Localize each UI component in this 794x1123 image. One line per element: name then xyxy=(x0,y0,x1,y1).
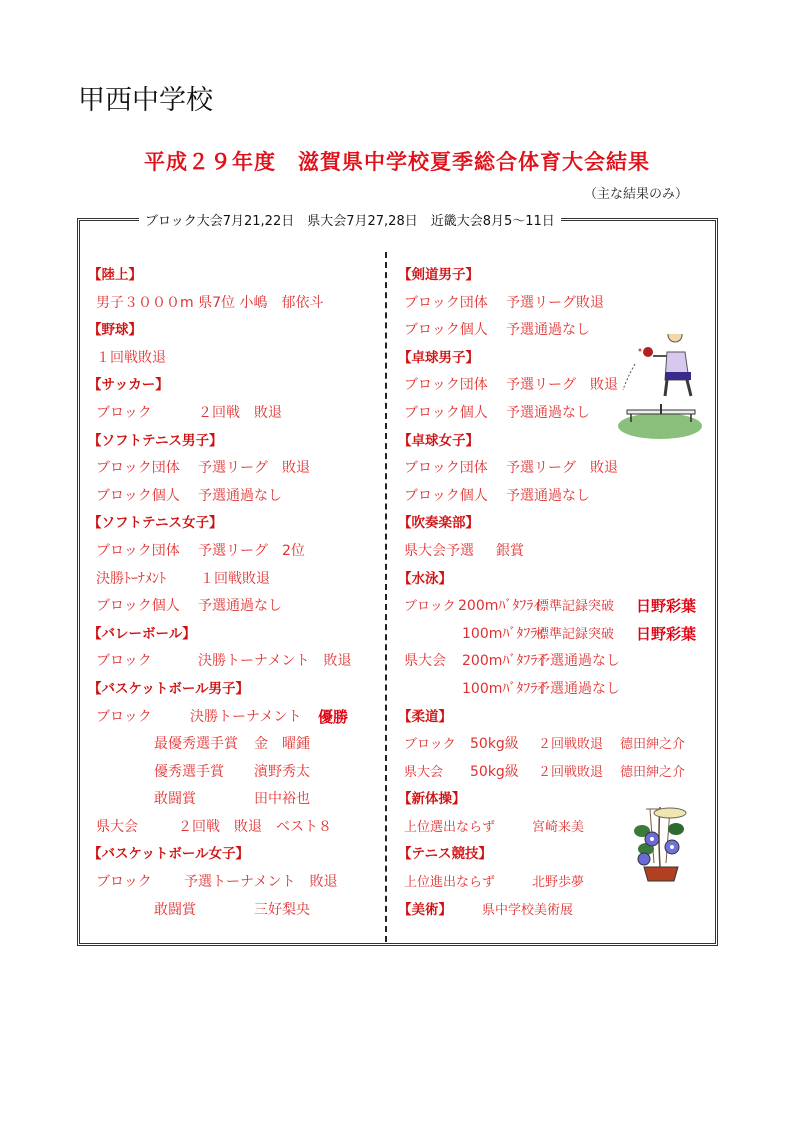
result-text: 予選通過なし xyxy=(198,487,282,504)
result-text: 予選通過なし xyxy=(506,322,590,339)
result-row xyxy=(88,345,388,373)
result-text: ブロック団体 xyxy=(404,460,488,477)
schedule-caption: ブロック大会7月21,22日 県大会7月27,28日 近畿大会8月5～11日 xyxy=(139,210,561,229)
result-text: 県中学校美術展 xyxy=(482,902,574,918)
result-text: 上位選出ならず xyxy=(404,819,496,835)
result-text: ブロック団体 xyxy=(404,294,488,311)
result-text: 予選リーグ 敗退 xyxy=(506,460,618,477)
result-text: 予選リーグ 敗退 xyxy=(198,460,310,477)
result-row xyxy=(88,648,388,676)
result-text: ブロック xyxy=(96,874,152,891)
result-row xyxy=(88,759,388,787)
result-text: 県大会予選 xyxy=(404,542,474,559)
result-text: 県大会 xyxy=(404,764,444,780)
left-column xyxy=(88,262,388,924)
result-text: 北野歩夢 xyxy=(532,875,585,891)
result-text: 予選通過なし xyxy=(506,404,590,421)
result-row xyxy=(398,648,698,676)
result-text: 県大会 xyxy=(96,818,138,835)
result-row xyxy=(88,869,388,897)
section-baseball: 【野球】 xyxy=(88,322,142,339)
result-text: 予選通過なし xyxy=(506,487,590,504)
result-text: ブロック団体 xyxy=(96,542,180,559)
result-text: ブロック団体 xyxy=(404,377,488,394)
result-text: 予選リーグ 2位 xyxy=(198,542,305,559)
result-row xyxy=(88,483,388,511)
result-row xyxy=(398,759,698,787)
result-text: ブロック xyxy=(96,653,152,670)
result-row xyxy=(398,290,698,318)
result-text: 予選通過なし xyxy=(536,653,620,670)
result-text: ブロック団体 xyxy=(96,460,180,477)
result-row xyxy=(88,704,388,732)
result-row xyxy=(88,786,388,814)
page-title: 平成２９年度 滋賀県中学校夏季総合体育大会結果 xyxy=(144,150,650,174)
result-text: 標準記録突破 xyxy=(536,599,615,615)
result-text: 予選通過なし xyxy=(536,680,620,697)
result-row xyxy=(88,455,388,483)
section-art xyxy=(398,897,698,925)
result-text: 宮崎来美 xyxy=(532,819,585,835)
result-row xyxy=(88,400,388,428)
section-label: 【美術】 xyxy=(398,901,452,918)
result-row xyxy=(88,814,388,842)
section-judo: 【柔道】 xyxy=(398,708,452,725)
section-kendo-boys: 【剣道男子】 xyxy=(398,267,479,283)
result-row xyxy=(88,593,388,621)
result-text: 200mﾊﾞﾀﾌﾗｲ xyxy=(458,598,541,615)
result-text: ブロック xyxy=(404,599,456,615)
section-basketball-girls: 【バスケットボール女子】 xyxy=(88,846,250,863)
result-text: 上位進出ならず xyxy=(404,875,496,891)
qualifier-name: 日野彩葉 xyxy=(636,624,697,643)
result-text: ブロック個人 xyxy=(404,404,488,421)
table-tennis-illustration xyxy=(615,334,705,444)
result-row xyxy=(398,621,698,649)
flower-illustration xyxy=(624,803,698,883)
result-text: 決勝トーナメント xyxy=(190,708,302,725)
result-text: ブロック xyxy=(404,737,456,753)
section-soft-tennis-girls: 【ソフトテニス女子】 xyxy=(88,515,223,532)
result-text: ブロック個人 xyxy=(404,322,488,339)
section-soccer: 【サッカー】 xyxy=(88,377,169,394)
result-text: 200mﾊﾞﾀﾌﾗｲ xyxy=(462,653,545,670)
result-row xyxy=(88,566,388,594)
section-table-tennis-girls: 【卓球女子】 xyxy=(398,432,479,449)
result-text: １回戦敗退 xyxy=(96,349,166,366)
result-text: ブロック個人 xyxy=(96,487,180,504)
result-text: 優秀選手賞 xyxy=(154,763,224,780)
school-name: 甲西中学校 xyxy=(78,85,213,116)
result-text: 標準記録突破 xyxy=(536,626,615,642)
section-swimming: 【水泳】 xyxy=(398,570,452,587)
result-text: 100mﾊﾞﾀﾌﾗｲ xyxy=(462,625,545,642)
result-text: ２回戦 敗退 xyxy=(198,404,282,421)
result-text: 田中裕也 xyxy=(254,791,310,808)
section-volleyball: 【バレーボール】 xyxy=(88,625,196,642)
result-text: 最優秀選手賞 xyxy=(154,736,238,753)
result-text: 予選トーナメント 敗退 xyxy=(184,874,338,891)
section-brass-band: 【吹奏楽部】 xyxy=(398,515,479,532)
result-text: 予選リーグ敗退 xyxy=(506,294,604,311)
result-text: 濱野秀太 xyxy=(254,763,310,780)
result-row xyxy=(88,290,388,318)
result-text: １回戦敗退 xyxy=(200,570,270,587)
result-row xyxy=(88,731,388,759)
result-row xyxy=(398,455,698,483)
result-row xyxy=(398,593,698,621)
champion-text: 優勝 xyxy=(318,707,349,726)
result-text: ブロック xyxy=(96,404,152,421)
result-text: ２回戦敗退 xyxy=(538,764,604,780)
result-text: 三好梨央 xyxy=(254,901,310,918)
qualifier-name: 日野彩葉 xyxy=(636,597,697,616)
result-row xyxy=(88,538,388,566)
result-text: 敢闘賞 xyxy=(154,901,196,918)
section-tennis: 【テニス競技】 xyxy=(398,846,492,863)
result-text: 予選リーグ 敗退 xyxy=(506,377,618,394)
result-row xyxy=(398,676,698,704)
result-text: ２回戦敗退 xyxy=(538,737,604,753)
result-text: ブロック個人 xyxy=(404,487,488,504)
result-text: 金 曜鍾 xyxy=(254,736,310,753)
section-basketball-boys: 【バスケットボール男子】 xyxy=(88,680,250,697)
result-text: 決勝ﾄｰﾅﾒﾝﾄ xyxy=(96,570,166,587)
result-text: 予選通過なし xyxy=(198,598,282,615)
section-table-tennis-boys: 【卓球男子】 xyxy=(398,349,479,366)
result-text: ブロック個人 xyxy=(96,598,180,615)
result-text: 100mﾊﾞﾀﾌﾗｲ xyxy=(462,680,545,697)
result-row xyxy=(398,483,698,511)
result-text: 銀賞 xyxy=(496,542,524,559)
result-text: ブロック xyxy=(96,708,152,725)
result-row xyxy=(398,538,698,566)
result-text: 德田紳之介 xyxy=(620,764,686,780)
result-text: ２回戦 敗退 ベスト８ xyxy=(178,818,332,835)
result-text: 50kg級 xyxy=(470,763,519,780)
result-text: 50kg級 xyxy=(470,736,519,753)
result-text: 県大会 xyxy=(404,653,446,670)
note: （主な結果のみ） xyxy=(583,187,688,202)
result-text: 決勝トーナメント 敗退 xyxy=(198,653,352,670)
section-athletics: 【陸上】 xyxy=(88,267,142,283)
result-text: 敢闘賞 xyxy=(154,791,196,808)
result-text: 男子３０００m 県7位 小嶋 郁依斗 xyxy=(96,294,324,311)
result-text: 德田紳之介 xyxy=(620,737,686,753)
section-soft-tennis-boys: 【ソフトテニス男子】 xyxy=(88,432,223,449)
section-rhythmic-gymnastics: 【新体操】 xyxy=(398,791,466,808)
result-row xyxy=(398,731,698,759)
result-row xyxy=(88,897,388,925)
